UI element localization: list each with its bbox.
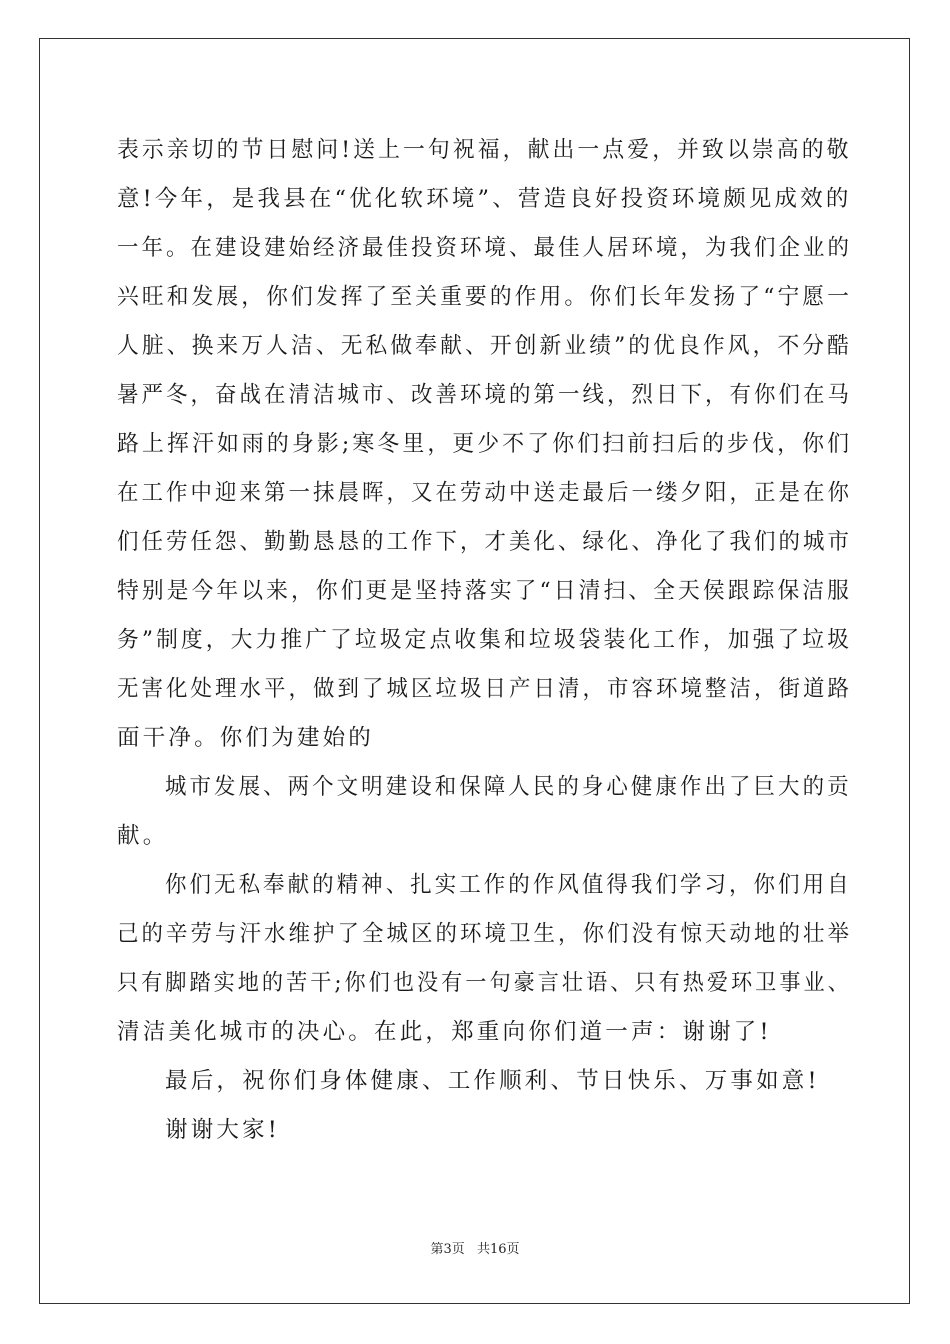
text-line: 特别是今年以来，你们更是坚持落实了“日清扫、全天侯跟踪保洁服 [117,578,853,604]
text-line: 暑严冬，奋战在清洁城市、改善环境的第一线，烈日下，有你们在马 [117,382,853,408]
paragraph-first-line: 你们无私奉献的精神、扎实工作的作风值得我们学习，你们用自 [165,872,852,898]
text-line: 意!今年，是我县在“优化软环境”、营造良好投资环境颇见成效的 [117,186,852,212]
text-line: 人脏、换来万人洁、无私做奉献、开创新业绩”的优良作风，不分酷 [117,333,853,359]
page-number: 第3页 [430,1242,465,1257]
closing-wish: 最后，祝你们身体健康、工作顺利、节日快乐、万事如意! [165,1068,820,1094]
text-line: 表示亲切的节日慰问!送上一句祝福，献出一点爱，并致以崇高的敬 [117,137,852,163]
text-line: 清洁美化城市的决心。在此，郑重向你们道一声：谢谢了! [117,1019,772,1045]
page-footer [0,1241,950,1259]
page-total: 共16页 [476,1242,520,1257]
text-line: 们任劳任怨、勤勤恳恳的工作下，才美化、绿化、净化了我们的城市 [117,529,853,555]
text-line: 路上挥汗如雨的身影;寒冬里，更少不了你们扫前扫后的步伐，你们 [117,431,853,457]
text-line: 在工作中迎来第一抹晨晖，又在劳动中送走最后一缕夕阳，正是在你 [117,480,853,506]
text-line: 己的辛劳与汗水维护了全城区的环境卫生，你们没有惊天动地的壮举 [117,921,853,947]
text-line: 务”制度，大力推广了垃圾定点收集和垃圾袋装化工作，加强了垃圾 [117,627,853,653]
text-line: 只有脚踏实地的苦干;你们也没有一句豪言壮语、只有热爱环卫事业、 [117,970,852,996]
text-line: 无害化处理水平，做到了城区垃圾日产日清，市容环境整洁，街道路 [117,676,853,702]
closing-thanks: 谢谢大家! [165,1117,281,1143]
text-line: 面干净。你们为建始的 [117,725,375,751]
paragraph-first-line: 城市发展、两个文明建设和保障人民的身心健康作出了巨大的贡 [165,774,852,800]
text-line: 兴旺和发展，你们发挥了至关重要的作用。你们长年发扬了“宁愿一 [117,284,853,310]
text-line: 献。 [117,823,169,849]
text-line: 一年。在建设建始经济最佳投资环境、最佳人居环境，为我们企业的 [117,235,853,261]
